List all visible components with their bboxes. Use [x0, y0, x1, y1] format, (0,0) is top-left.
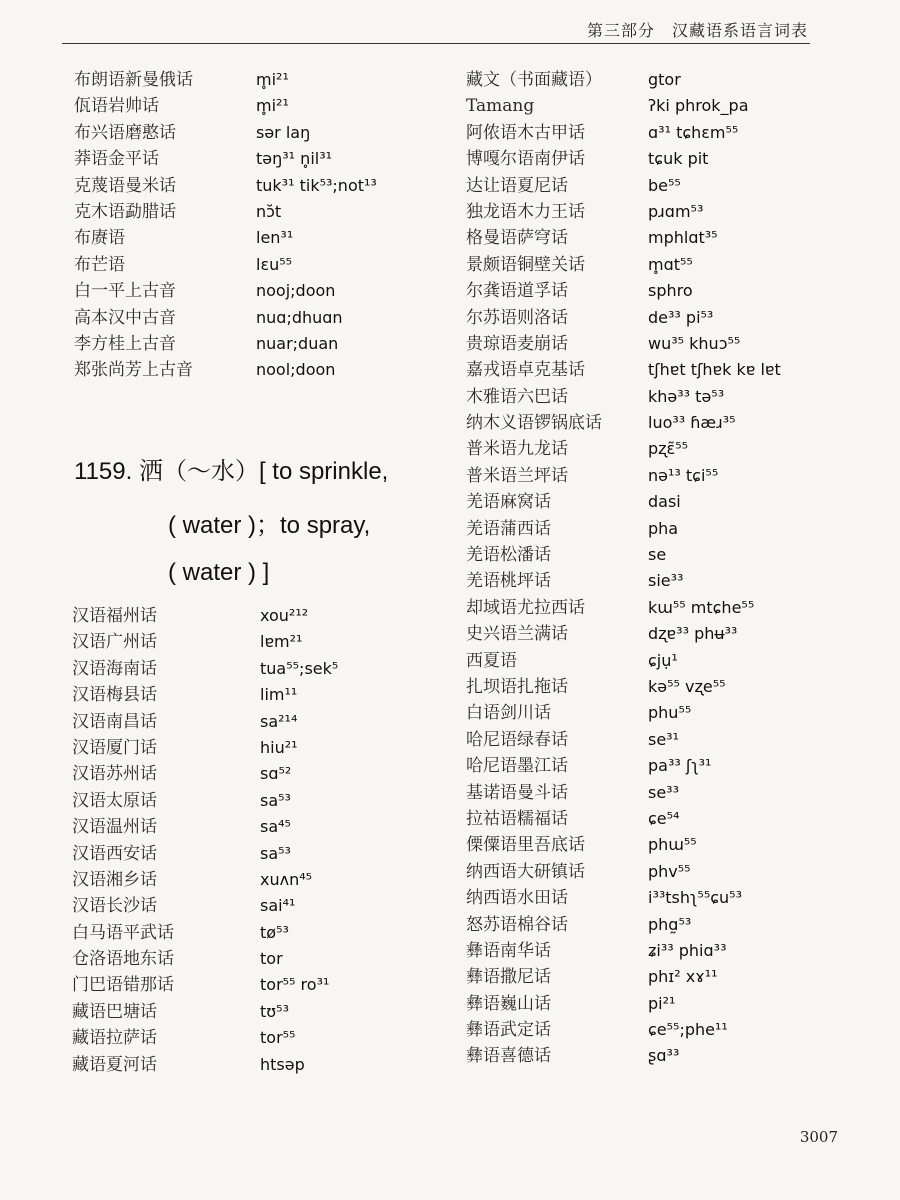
list-item [466, 674, 836, 700]
list-item [72, 867, 442, 893]
list-item [72, 788, 442, 814]
language-name: 汉语太原话 [72, 790, 157, 811]
list-item [466, 806, 836, 832]
top-left-list [74, 67, 434, 384]
list-item [74, 305, 434, 331]
list-item [74, 146, 434, 172]
language-name: 汉语福州话 [72, 606, 157, 626]
list-item [466, 1017, 836, 1043]
word-form: xou²¹² [260, 606, 309, 625]
word-form: phɪ² xɤ¹¹ [648, 967, 718, 987]
language-name: 布芒语 [74, 254, 125, 275]
word-form: tʃhɐt tʃhɐk kɐ lɐt [648, 360, 781, 380]
language-name: 尔苏语则洛话 [466, 307, 568, 328]
list-item [72, 920, 442, 946]
header-rule [62, 43, 810, 44]
word-form: tua⁵⁵;sek⁵ [260, 658, 339, 678]
language-name: 羌语桃坪话 [466, 571, 551, 592]
list-item [466, 780, 836, 806]
list-item [74, 67, 434, 93]
language-name: 拉祜语糯福话 [466, 808, 568, 829]
language-name: 扎坝语扎拖话 [466, 676, 568, 697]
list-item [74, 278, 434, 304]
word-form: sa²¹⁴ [260, 711, 298, 731]
word-form: mphlɑt³⁵ [648, 228, 718, 248]
list-item [466, 67, 836, 93]
list-item [74, 357, 434, 383]
page-number: 3007 [799, 1128, 838, 1146]
language-name: 纳木义语锣锅底话 [466, 413, 602, 434]
list-item [466, 621, 836, 647]
language-name: 仓洛语地东话 [72, 949, 174, 970]
language-name: 贵琼语麦崩话 [466, 333, 568, 354]
list-item [466, 173, 836, 199]
language-name: 独龙语木力王话 [466, 201, 585, 222]
list-item [466, 912, 836, 938]
word-form: pʐɛ̃⁵⁵ [648, 439, 689, 459]
list-item [466, 93, 836, 119]
language-name: 汉语西安话 [72, 843, 157, 864]
list-item [466, 120, 836, 146]
language-name: 门巴语错那话 [72, 975, 174, 996]
word-form: phv⁵⁵ [648, 861, 691, 881]
word-form: pɹɑm⁵³ [648, 201, 704, 221]
word-form: tø⁵³ [260, 922, 289, 942]
entry-heading-line-1: 1159. 洒（～水）[ to sprinkle, [74, 458, 389, 485]
list-item [466, 832, 836, 858]
language-name: 汉语海南话 [72, 658, 157, 679]
list-item [466, 542, 836, 568]
word-form: pha [648, 518, 679, 538]
list-item [466, 938, 836, 964]
list-item [466, 595, 836, 621]
word-form: be⁵⁵ [648, 175, 681, 195]
word-form: dasi [648, 492, 681, 512]
language-name: 嘉戎语卓克基话 [466, 360, 585, 381]
word-form: nool;doon [256, 360, 336, 380]
word-form: ɕjụ¹ [648, 650, 678, 670]
list-item [72, 999, 442, 1025]
word-form: sər laŋ [256, 122, 311, 142]
list-item [72, 629, 442, 655]
language-name: Tamang [466, 96, 535, 117]
word-form: tuk³¹ tik⁵³;not¹³ [256, 175, 377, 195]
word-form: lɐm²¹ [260, 632, 303, 652]
word-form: wu³⁵ khuɔ⁵⁵ [648, 333, 741, 353]
list-item [72, 841, 442, 867]
word-form: gtor [648, 70, 681, 89]
language-name: 布兴语磨憨话 [74, 122, 176, 143]
word-form: xuʌn⁴⁵ [260, 869, 313, 889]
language-name: 藏文（书面藏语） [466, 70, 602, 90]
language-name: 郑张尚芳上古音 [74, 360, 193, 381]
entry-heading-line-3: ( water ) ] [168, 559, 270, 586]
language-name: 汉语长沙话 [72, 896, 157, 917]
language-name: 怒苏语棉谷话 [466, 914, 568, 935]
language-name: 哈尼语绿春话 [466, 729, 568, 750]
word-form: lɛu⁵⁵ [256, 254, 293, 274]
word-form: nə¹³ tɕi⁵⁵ [648, 465, 719, 485]
list-item [72, 603, 442, 629]
word-form: se³³ [648, 782, 680, 802]
word-form: pa³³ ʃʅ³¹ [648, 756, 712, 776]
word-form: m̥i²¹ [256, 96, 289, 116]
list-item [74, 252, 434, 278]
list-item [466, 885, 836, 911]
entry-heading-line-2: ( water )；to spray, [168, 512, 371, 539]
language-name: 莽语金平话 [74, 149, 159, 170]
language-name: 克蔑语曼米话 [74, 175, 176, 196]
list-item [466, 146, 836, 172]
language-name: 汉语梅县话 [72, 685, 157, 706]
list-item [72, 972, 442, 998]
language-name: 藏语拉萨话 [72, 1028, 157, 1049]
word-form: kə⁵⁵ vʐe⁵⁵ [648, 676, 726, 696]
language-name: 纳西语水田话 [466, 888, 568, 909]
language-name: 普米语兰坪话 [466, 465, 568, 486]
list-item [74, 120, 434, 146]
word-form: tʊ⁵³ [260, 1001, 289, 1021]
word-form: tɕuk pit [648, 149, 709, 169]
language-name: 却域语尤拉西话 [466, 597, 585, 618]
list-item [466, 199, 836, 225]
word-form: sa⁵³ [260, 790, 291, 810]
list-item [466, 859, 836, 885]
word-form: phɯ⁵⁵ [648, 835, 697, 855]
list-item [72, 1025, 442, 1051]
language-name: 藏语巴塘话 [72, 1001, 157, 1022]
list-item [466, 410, 836, 436]
running-header [0, 0, 900, 52]
word-form: phu⁵⁵ [648, 703, 692, 723]
list-item [72, 814, 442, 840]
list-item [466, 305, 836, 331]
list-item [74, 93, 434, 119]
language-name: 彝语南华话 [466, 940, 551, 961]
word-form: ɕe⁵⁵;phe¹¹ [648, 1020, 728, 1040]
word-form: kɯ⁵⁵ mtɕhe⁵⁵ [648, 597, 755, 617]
word-form: m̥ɑt⁵⁵ [648, 254, 693, 274]
list-item [72, 656, 442, 682]
list-item [74, 199, 434, 225]
word-form: sɑ⁵² [260, 764, 292, 784]
list-item [466, 648, 836, 674]
list-item [466, 753, 836, 779]
word-form: nuɑ;dhuɑn [256, 307, 343, 327]
language-name: 格曼语萨穹话 [466, 228, 568, 249]
language-name: 达让语夏尼话 [466, 175, 568, 196]
language-name: 布朗语新曼俄话 [74, 70, 193, 90]
language-name: 纳西语大研镇话 [466, 861, 585, 882]
language-name: 汉语南昌话 [72, 711, 157, 732]
word-form: de³³ pi⁵³ [648, 307, 714, 327]
language-name: 博嘎尔语南伊话 [466, 149, 585, 170]
list-item [466, 225, 836, 251]
word-form: sie³³ [648, 571, 684, 591]
list-item [466, 278, 836, 304]
list-item [466, 463, 836, 489]
word-form: sa⁴⁵ [260, 817, 291, 837]
word-form: pi²¹ [648, 993, 676, 1013]
language-name: 阿侬语木古甲话 [466, 122, 585, 143]
language-name: 西夏语 [466, 650, 517, 671]
language-name: 木雅语六巴话 [466, 386, 568, 407]
word-form: ɑ³¹ tɕhɛm⁵⁵ [648, 122, 739, 142]
language-name: 汉语湘乡话 [72, 869, 157, 890]
bottom-left-list [72, 603, 442, 1078]
list-item [74, 173, 434, 199]
list-item [466, 489, 836, 515]
word-form: len³¹ [256, 228, 294, 248]
language-name: 白一平上古音 [74, 281, 176, 302]
list-item [466, 357, 836, 383]
word-form: təŋ³¹ n̥il³¹ [256, 149, 333, 169]
list-item [72, 709, 442, 735]
word-form: nɔ̆t [256, 201, 282, 221]
language-name: 李方桂上古音 [74, 333, 176, 354]
language-name: 彝语撒尼话 [466, 967, 551, 988]
language-name: 藏语夏河话 [72, 1054, 157, 1075]
language-name: 傈僳语里吾底话 [466, 835, 585, 856]
language-name: 彝语巍山话 [466, 993, 551, 1014]
word-form: sai⁴¹ [260, 896, 296, 916]
word-form: tor⁵⁵ ro³¹ [260, 975, 330, 995]
list-item [72, 1052, 442, 1078]
language-name: 佤语岩帅话 [74, 96, 159, 117]
list-item [74, 225, 434, 251]
word-form: m̥i²¹ [256, 70, 289, 89]
word-form: ʂɑ³³ [648, 1046, 680, 1066]
language-name: 羌语麻窝话 [466, 492, 551, 513]
word-form: nooj;doon [256, 281, 336, 301]
word-form: i³³tshʅ⁵⁵ɕu⁵³ [648, 888, 742, 908]
language-name: 彝语武定话 [466, 1020, 551, 1041]
list-item [72, 761, 442, 787]
list-item [466, 331, 836, 357]
language-name: 高本汉中古音 [74, 307, 176, 328]
word-form: tor [260, 949, 283, 969]
language-name: 汉语苏州话 [72, 764, 157, 785]
list-item [466, 516, 836, 542]
word-form: tor⁵⁵ [260, 1028, 296, 1048]
list-item [72, 893, 442, 919]
language-name: 汉语温州话 [72, 817, 157, 838]
language-name: 羌语松潘话 [466, 545, 551, 566]
word-form: ʑi³³ phiɑ³³ [648, 940, 727, 960]
language-name: 汉语广州话 [72, 632, 157, 653]
list-item [466, 964, 836, 990]
language-name: 尔龚语道孚话 [466, 281, 568, 302]
word-form: se [648, 545, 667, 565]
language-name: 克木语勐腊话 [74, 201, 176, 222]
language-name: 基诺语曼斗话 [466, 782, 568, 803]
word-form: hiu²¹ [260, 737, 298, 757]
list-item [466, 436, 836, 462]
list-item [466, 1043, 836, 1069]
word-form: se³¹ [648, 729, 680, 749]
language-name: 白马语平武话 [72, 922, 174, 943]
language-name: 彝语喜德话 [466, 1046, 551, 1067]
word-form: lim¹¹ [260, 685, 298, 705]
language-name: 哈尼语墨江话 [466, 756, 568, 777]
list-item [466, 384, 836, 410]
list-item [466, 252, 836, 278]
word-form: khə³³ tə⁵³ [648, 386, 725, 406]
list-item [72, 946, 442, 972]
language-name: 普米语九龙话 [466, 439, 568, 460]
word-form: nuar;duan [256, 333, 339, 353]
language-name: 布赓语 [74, 228, 125, 249]
word-form: luo³³ ɦæɹ³⁵ [648, 413, 736, 433]
list-item [466, 700, 836, 726]
language-name: 白语剑川话 [466, 703, 551, 724]
word-form: phɑ̰⁵³ [648, 914, 692, 934]
list-item [74, 331, 434, 357]
list-item [466, 568, 836, 594]
word-form: ɕe⁵⁴ [648, 808, 680, 828]
list-item [466, 727, 836, 753]
language-name: 羌语蒲西话 [466, 518, 551, 539]
word-form: dʐɐ³³ phʉ³³ [648, 624, 738, 644]
list-item [466, 991, 836, 1017]
language-name: 史兴语兰满话 [466, 624, 568, 645]
header-title: 第三部分 汉藏语系语言词表 [586, 21, 808, 40]
word-form: sphro [648, 281, 693, 301]
word-form: sa⁵³ [260, 843, 291, 863]
language-name: 景颇语铜壁关话 [466, 254, 585, 275]
right-list [466, 67, 836, 1070]
word-form: ʔki phrok_pa [648, 96, 749, 116]
word-form: htsəp [260, 1054, 305, 1074]
list-item [72, 682, 442, 708]
language-name: 汉语厦门话 [72, 737, 157, 758]
list-item [72, 735, 442, 761]
